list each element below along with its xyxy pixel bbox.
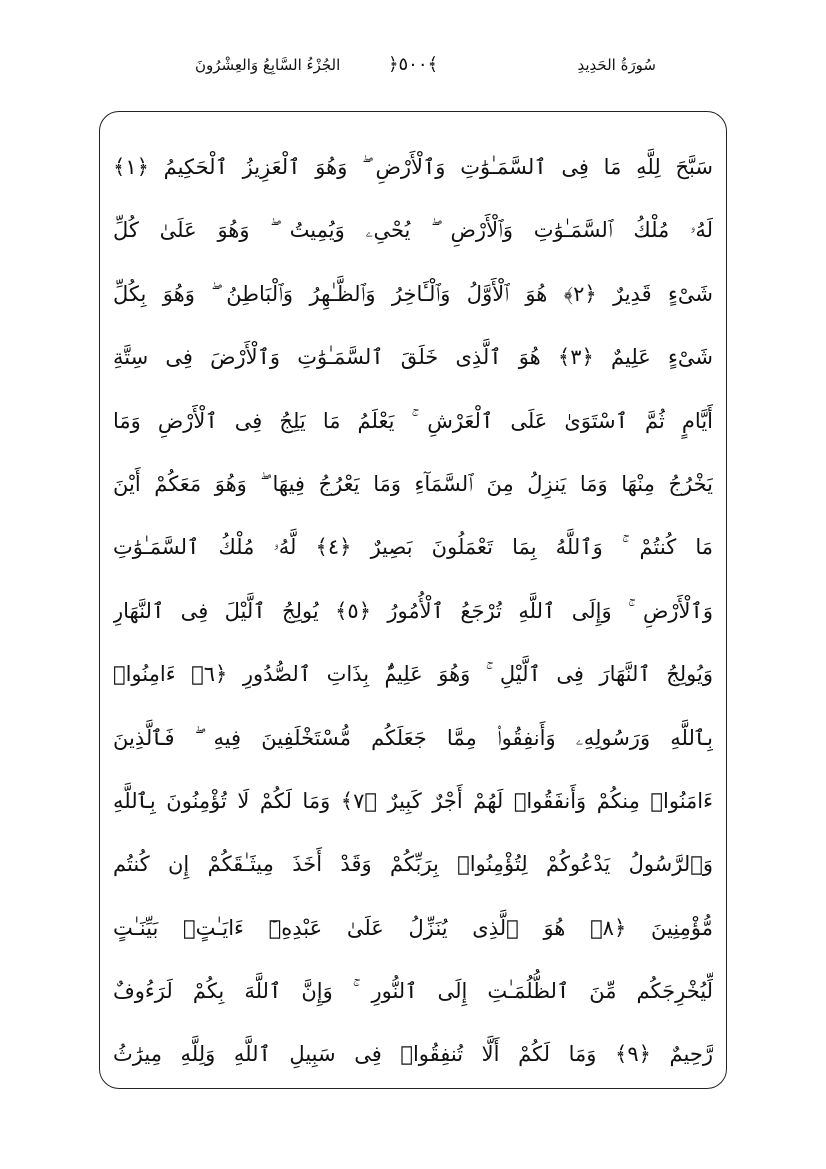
- text-line: وَيُولِجُ ٱلنَّهَارَ فِى ٱلَّيْلِ ۚ وَهُوَ عَلِيمٌۢ بِذَاتِ ٱلصُّدُورِ ﴿٦﴾ ءَامِنُوا۟: [113, 662, 713, 687]
- text-line: يَخْرُجُ مِنْهَا وَمَا يَنزِلُ مِنَ ٱلسَّمَآءِ وَمَا يَعْرُجُ فِيهَا ۖ وَهُوَ مَعَكُمْ أَيْنَ: [113, 471, 713, 496]
- text-line: رَّحِيمٌ ﴿٩﴾ وَمَا لَكُمْ أَلَّا تُنفِقُوا۟ فِى سَبِيلِ ٱللَّهِ وَلِلَّهِ مِيرَٰثُ: [113, 1042, 713, 1067]
- text-line: لَهُۥ مُلْكُ ٱلسَّمَـٰوَٰتِ وَٱلْأَرْضِ ۖ يُحْىِۦ وَيُمِيتُ ۖ وَهُوَ عَلَىٰ كُلِّ: [113, 218, 713, 243]
- text-line: شَىْءٍ قَدِيرٌ ﴿٢﴾ هُوَ ٱلْأَوَّلُ وَٱلْـَٔاخِرُ وَٱلظَّـٰهِرُ وَٱلْبَاطِنُ ۖ وَهُوَ بِكُلِّ: [113, 281, 713, 306]
- text-line: ءَامَنُوا۟ مِنكُمْ وَأَنفَقُوا۟ لَهُمْ أَجْرٌ كَبِيرٌ ﴿٧﴾ وَمَا لَكُمْ لَا تُؤْمِنُونَ بِٱللَّهِ: [113, 788, 713, 813]
- text-line: بِٱللَّهِ وَرَسُولِهِۦ وَأَنفِقُوا۟ مِمَّا جَعَلَكُم مُّسْتَخْلَفِينَ فِيهِ ۖ فَٱلَّذِينَ: [113, 725, 713, 750]
- text-line: شَىْءٍ عَلِيمٌ ﴿٣﴾ هُوَ ٱلَّذِى خَلَقَ ٱلسَّمَـٰوَٰتِ وَٱلْأَرْضَ فِى سِتَّةِ: [113, 345, 713, 370]
- page-header: [100, 52, 726, 92]
- text-line: مَا كُنتُمْ ۚ وَٱللَّهُ بِمَا تَعْمَلُونَ بَصِيرٌ ﴿٤﴾ لَّهُۥ مُلْكُ ٱلسَّمَـٰوَٰتِ: [113, 535, 713, 560]
- text-line: سَبَّحَ لِلَّهِ مَا فِى ٱلسَّمَـٰوَٰتِ وَٱلْأَرْضِ ۖ وَهُوَ ٱلْعَزِيزُ ٱلْحَكِيمُ ﴿١﴾: [113, 155, 713, 179]
- quran-text-block: [113, 136, 713, 1087]
- text-line: لِّيُخْرِجَكُم مِّنَ ٱلظُّلُمَـٰتِ إِلَى ٱلنُّورِ ۚ وَإِنَّ ٱللَّهَ بِكُمْ لَرَءُوفٌ: [113, 979, 713, 1004]
- surah-title: سُورَةُ الحَدِيدِ: [577, 56, 656, 74]
- text-line: أَيَّامٍ ثُمَّ ٱسْتَوَىٰ عَلَى ٱلْعَرْشِ ۚ يَعْلَمُ مَا يَلِجُ فِى ٱلْأَرْضِ وَمَا: [113, 408, 713, 433]
- text-line: مُّؤْمِنِينَ ﴿٨﴾ هُوَ ٱلَّذِى يُنَزِّلُ عَلَىٰ عَبْدِهِۦٓ ءَايَـٰتٍۭ بَيِّنَـٰتٍ: [113, 915, 713, 940]
- page-number: ﴿٥٠٠﴾: [387, 54, 439, 75]
- text-line: وَٱلْأَرْضِ ۚ وَإِلَى ٱللَّهِ تُرْجَعُ ٱلْأُمُورُ ﴿٥﴾ يُولِجُ ٱلَّيْلَ فِى ٱلنَّهَارِ: [113, 598, 713, 623]
- text-line: وَٱلرَّسُولُ يَدْعُوكُمْ لِتُؤْمِنُوا۟ بِرَبِّكُمْ وَقَدْ أَخَذَ مِيثَـٰقَكُمْ إِن كُنتُم: [113, 852, 713, 877]
- juz-title: الجُزْءُ السَّابِعُ وَالعِشْرُونَ: [195, 56, 341, 74]
